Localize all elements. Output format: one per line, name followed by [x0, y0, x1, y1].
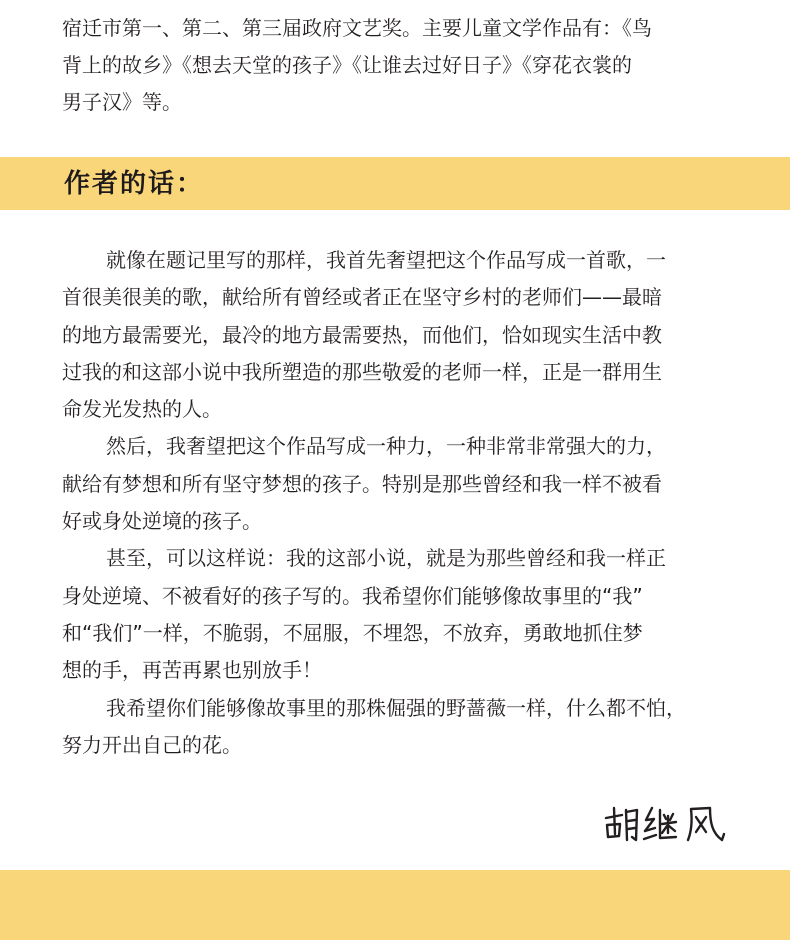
paragraph-4-line-2: 努力开出自己的花。: [62, 732, 242, 757]
paragraph-1-line-4: 过我的和这部小说中我所塑造的那些敬爱的老师一样，正是一群用生: [62, 359, 662, 384]
paragraph-4-line-1: 我希望你们能够像故事里的那株倔强的野蔷薇一样，什么都不怕，: [106, 695, 686, 720]
paragraph-2-line-2: 献给有梦想和所有坚守梦想的孩子。特别是那些曾经和我一样不被看: [62, 471, 662, 496]
paragraph-1-line-2: 首很美很美的歌，献给所有曾经或者正在坚守乡村的老师们——最暗: [62, 285, 662, 310]
paragraph-3-line-1: 甚至，可以这样说：我的这部小说，就是为那些曾经和我一样正: [106, 546, 666, 571]
paragraph-2-line-3: 好或身处逆境的孩子。: [62, 509, 262, 534]
section-header-band: [0, 157, 790, 210]
handwritten-signature: [600, 800, 730, 850]
footer-band: [0, 870, 790, 940]
paragraph-1-line-3: 的地方最需要光，最冷的地方最需要热，而他们，恰如现实生活中教: [62, 322, 662, 347]
paragraph-1-line-1: 就像在题记里写的那样，我首先奢望把这个作品写成一首歌，一: [106, 248, 666, 272]
author-note-body: [62, 242, 752, 764]
intro-line-1: 宿迁市第一、第二、第三届政府文艺奖。主要儿童文学作品有：《鸟: [62, 16, 652, 40]
paragraph-1-line-5: 命发光发热的人。: [62, 397, 222, 422]
intro-paragraph: [62, 10, 752, 121]
intro-line-3: 男子汉》等。: [62, 90, 182, 114]
section-heading: 作者的话：: [64, 169, 205, 199]
paragraph-2-line-1: 然后，我奢望把这个作品写成一种力，一种非常非常强大的力，: [106, 434, 666, 459]
intro-line-2: 背上的故乡》《想去天堂的孩子》《让谁去过好日子》《穿花衣裳的: [62, 53, 632, 77]
paragraph-3-line-3: 和“我们”一样，不脆弱，不屈服，不埋怨，不放弃，勇敢地抓住梦: [62, 620, 643, 645]
paragraph-3-line-4: 想的手，再苦再累也别放手！: [62, 658, 322, 683]
paragraph-3-line-2: 身处逆境、不被看好的孩子写的。我希望你们能够像故事里的“我”: [62, 583, 643, 608]
